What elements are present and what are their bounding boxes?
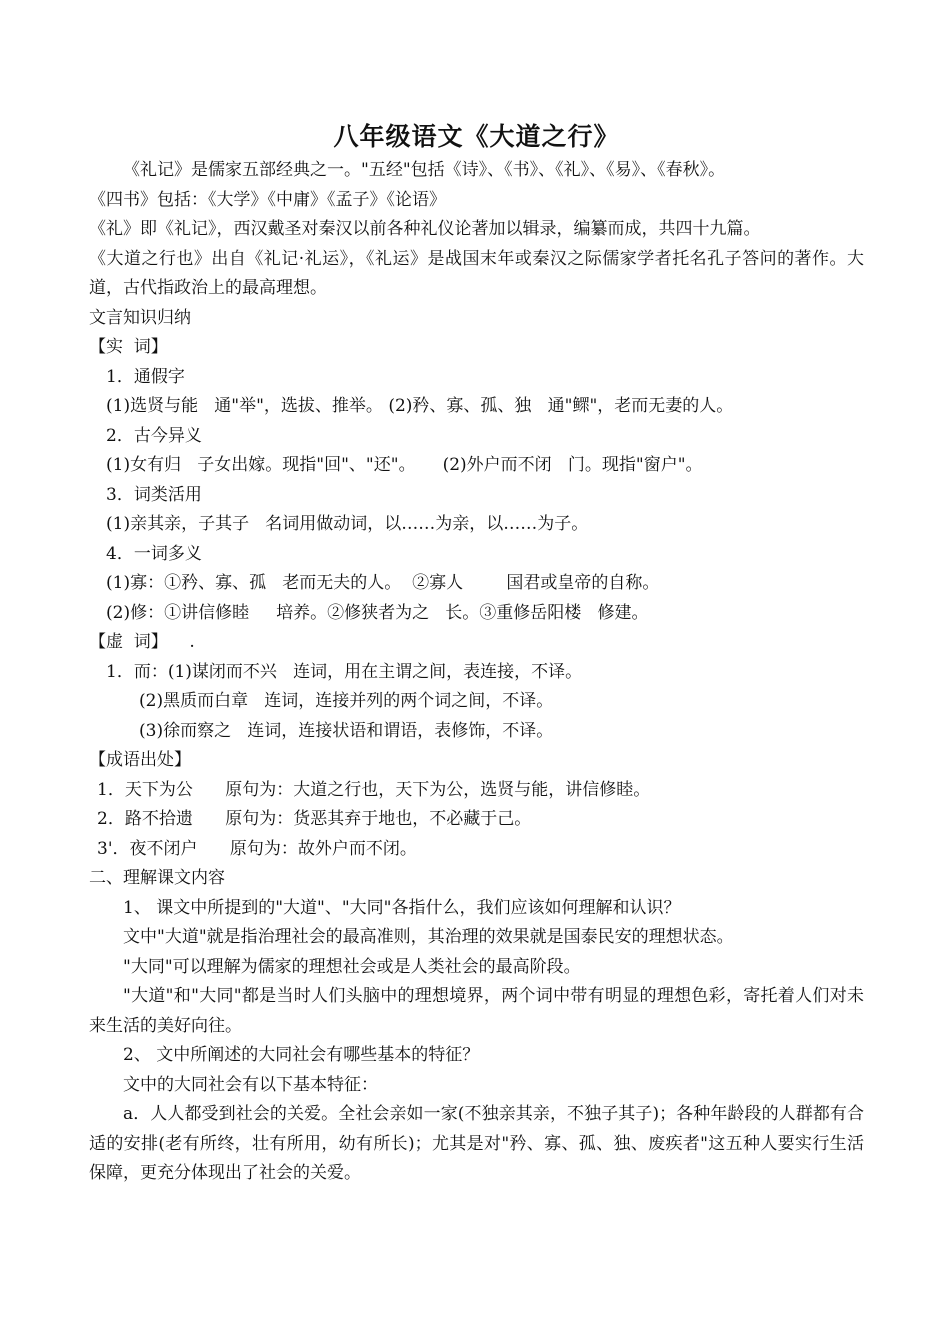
paragraph: 《礼记》是儒家五部经典之一。"五经"包括《诗》、《书》、《礼》、《易》、《春秋》。 — [123, 160, 726, 180]
paragraph: (3)徐而察之 连词，连接状语和谓语，表修饰，不译。 — [139, 720, 554, 741]
paragraph: 二、理解课文内容 — [89, 868, 225, 888]
document-body — [89, 156, 864, 1189]
paragraph: 【实 词】 — [89, 337, 168, 357]
paragraph: 2．路不拾遗 原句为：货恶其弃于地也，不必藏于己。 — [97, 809, 532, 829]
paragraph: 2、 文中所阐述的大同社会有哪些基本的特征？ — [123, 1045, 480, 1065]
paragraph: (2)黑质而白章 连词，连接并列的两个词之间，不译。 — [139, 691, 554, 711]
document-page — [89, 118, 864, 1189]
paragraph: (1)选贤与能 通"举"，选拔、推举。 (2)矜、寡、孤、独 通"鳏"，老而无妻的人。 — [106, 396, 734, 416]
paragraph: 【虚 词】 . — [89, 632, 195, 652]
paragraph: 3'．夜不闭户 原句为：故外户而不闭。 — [97, 838, 417, 859]
paragraph: (2)修：①讲信修睦 培养。②修狭者为之 长。③重修岳阳楼 修建。 — [106, 602, 649, 623]
paragraph: 3．词类活用 — [106, 484, 202, 505]
paragraph: 文言知识归纳 — [89, 307, 191, 328]
paragraph: (1)亲其亲，子其子 名词用做动词，以……为亲，以……为子。 — [106, 514, 589, 534]
paragraph: 1．天下为公 原句为：大道之行也，天下为公，选贤与能，讲信修睦。 — [97, 779, 651, 800]
document-title: 八年级语文《大道之行》 — [333, 122, 620, 151]
paragraph: (1)女有归 子女出嫁。现指"回"、"还"。 (2)外户而不闭 门。现指"窗户"。 — [106, 455, 703, 475]
paragraph: 《大道之行也》出自《礼记·礼运》，《礼运》是战国末年或秦汉之际儒家学者托名孔子答问的著作。大道，古代指政治上的最高理想。 — [89, 248, 864, 298]
paragraph: 【成语出处】 — [89, 750, 191, 770]
paragraph: 1、 课文中所提到的"大道"、"大同"各指什么，我们应该如何理解和认识？ — [123, 897, 681, 918]
paragraph: 4．一词多义 — [106, 543, 202, 564]
paragraph: 文中"大道"就是指治理社会的最高准则，其治理的效果就是国泰民安的理想状态。 — [123, 927, 734, 947]
paragraph: 1．而：(1)谋闭而不兴 连词，用在主谓之间，表连接，不译。 — [106, 661, 583, 682]
paragraph: 2．古今异义 — [106, 425, 202, 446]
paragraph: (1)寡：①矜、寡、孤 老而无夫的人。 ②寡人 国君或皇帝的自称。 — [106, 573, 660, 593]
paragraph: "大同"可以理解为儒家的理想社会或是人类社会的最高阶段。 — [123, 956, 581, 977]
paragraph: "大道"和"大同"都是当时人们头脑中的理想境界，两个词中带有明显的理想色彩，寄托着人们对未来生活的美好向往。 — [89, 986, 864, 1036]
paragraph: 《礼》即《礼记》，西汉戴圣对秦汉以前各种礼仪论著加以辑录，编纂而成，共四十九篇。 — [89, 219, 761, 239]
paragraph: a．人人都受到社会的关爱。全社会亲如一家(不独亲其亲，不独子其子)；各种年龄段的人群都有合适的安排(老有所终，壮有所用，幼有所长)；尤其是对"矜、寡、孤、独、废疾者"这五种人要实行生活保障，更充分体现出了社会的关爱。 — [89, 1104, 864, 1183]
paragraph: 1．通假字 — [106, 366, 185, 387]
paragraph: 《四书》包括：《大学》《中庸》《孟子》《论语》 — [89, 189, 446, 210]
paragraph: 文中的大同社会有以下基本特征： — [123, 1074, 378, 1095]
